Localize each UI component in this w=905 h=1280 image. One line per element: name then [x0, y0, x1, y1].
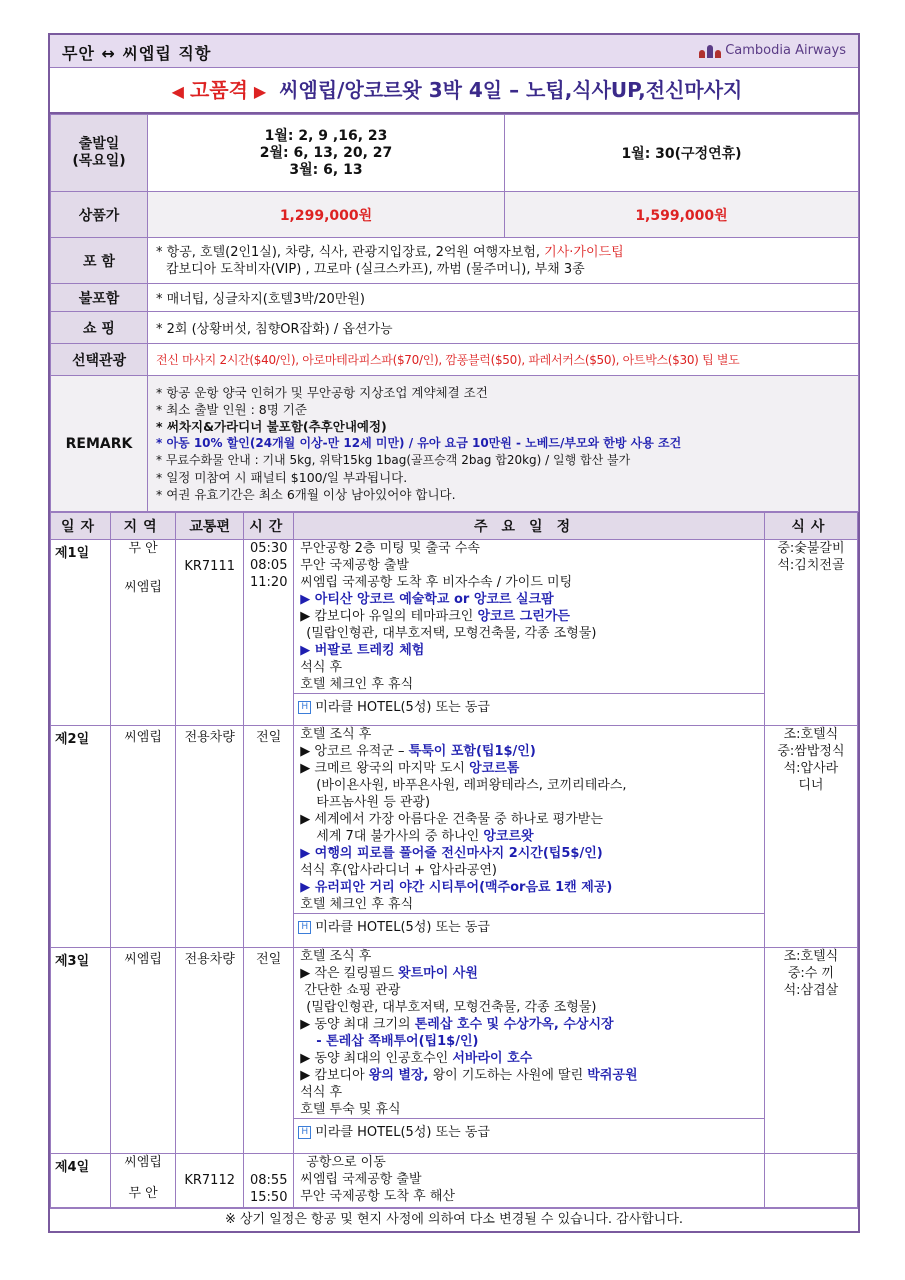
include-label: 포 함 — [51, 238, 148, 284]
day-2-transport: 전용차량 — [176, 726, 244, 948]
day-3-label: 제3일 — [51, 948, 111, 1154]
include-text: * 항공, 호텔(2인1실), 차량, 식사, 관광지입장료, 2억원 여행자보험, 기사·가이드팁 캄보디아 도착비자(VIP) , 끄로마 (실크스카프), 까범 (물주머니), 부채 3종 — [148, 238, 859, 284]
info-table — [50, 114, 859, 512]
route-header — [50, 35, 858, 68]
day-4-times: 08:55 15:50 — [244, 1154, 294, 1208]
day-1-schedule: 무안공항 2층 미팅 및 출국 수속 무안 국제공항 출발 씨엠립 국제공항 도착 후 비자수속 / 가이드 미팅 ▶ 아티산 앙코르 예술학교 or 앙코르 실크팜 ▶ 캄보디아 유일의 테마파크인 앙코르 그린가든 (밀랍인형관, 대부호저택, 모형건축물, 각종 조형물) ▶ 버팔로 트레킹 체험 석식 후 호텔 체크인 후 휴식 H 미라클 HOTEL(5성) 또는 동급 — [294, 540, 765, 726]
product-title — [50, 68, 858, 114]
day-3-meal: 조:호텔식 중:수 끼 석:삼겹살 — [764, 948, 857, 1154]
day-1-meal: 중:숯불갈비 석:김치전골 — [764, 540, 857, 726]
day-1-flight: KR7111 — [176, 540, 244, 726]
departure-dates-2: 1월: 30(구정연휴) — [505, 115, 859, 192]
day-4-region: 씨엠립 무 안 — [111, 1154, 176, 1208]
day-1-times: 05:30 08:05 11:20 — [244, 540, 294, 726]
day-1-label: 제1일 — [51, 540, 111, 726]
grade-label: 고품격 — [189, 78, 248, 102]
shopping-label: 쇼 핑 — [51, 312, 148, 344]
day-3-region: 씨엠립 — [111, 948, 176, 1154]
exclude-text: * 매너팁, 싱글차지(호텔3박/20만원) — [148, 284, 859, 312]
day-2-hotel: H 미라클 HOTEL(5성) 또는 동급 — [294, 913, 764, 937]
route-title: 무안 ↔ 씨엡립 직항 — [62, 44, 212, 63]
optional-label: 선택관광 — [51, 344, 148, 376]
day-2-region: 씨엠립 — [111, 726, 176, 948]
itinerary-table — [50, 512, 858, 1208]
price-2: 1,599,000원 — [505, 192, 859, 238]
day-3-hotel: H 미라클 HOTEL(5성) 또는 동급 — [294, 1118, 764, 1142]
title-main: 씨엠립/앙코르왓 3박 4일 – 노팁,식사UP,전신마사지 — [279, 78, 743, 102]
airline-name: Cambodia Airways — [725, 43, 846, 58]
airline-logo — [699, 43, 846, 58]
price-1: 1,299,000원 — [148, 192, 505, 238]
day-4-label: 제4일 — [51, 1154, 111, 1208]
optional-text: 전신 마사지 2시간($40/인), 아로마테라피스파($70/인), 깜퐁블럭($50), 파레서커스($50), 아트박스($30) 팁 별도 — [148, 344, 859, 376]
remark-text: * 항공 운항 양국 인허가 및 무안공항 지상조업 계약체결 조건 * 최소 출발 인원 : 8명 기준 * 써차지&가라디너 불포함(추후안내예정) * 아동 10% 할인(24개월 이상-만 12세 미만) / 유아 요금 10만원 - 노베드/부모와 한방 사용 조건 * 무료수화물 안내 : 기내 5kg, 위탁15kg 1bag(골프승객 2bag 합20kg) / 일행 합산 불가 * 일정 미참여 시 패널티 $100/일 부과됩니다. * 여권 유효기간은 최소 6개월 이상 남아있어야 합니다. — [148, 376, 859, 512]
tour-sheet — [48, 33, 860, 1233]
col-time: 시간 — [244, 513, 294, 540]
footer-note: ※ 상기 일정은 항공 및 현지 사정에 의하여 다소 변경될 수 있습니다. 감사합니다. — [50, 1208, 858, 1231]
departure-dates-1: 1월: 2, 9 ,16, 23 2월: 6, 13, 20, 27 3월: 6, 13 — [148, 115, 505, 192]
departure-label: 출발일 (목요일) — [51, 115, 148, 192]
airline-logo-icon — [699, 44, 721, 58]
exclude-label: 불포함 — [51, 284, 148, 312]
price-label: 상품가 — [51, 192, 148, 238]
col-meal: 식사 — [764, 513, 857, 540]
hotel-icon: H — [298, 1126, 311, 1139]
day-1-row — [51, 540, 858, 726]
hotel-icon: H — [298, 921, 311, 934]
day-4-meal — [764, 1154, 857, 1208]
left-triangle-icon: ◀ — [171, 82, 184, 101]
remark-label: REMARK — [51, 376, 148, 512]
day-2-schedule: 호텔 조식 후 ▶ 앙코르 유적군 – 툭툭이 포함(팁1$/인) ▶ 크메르 왕국의 마지막 도시 앙코르톰 (바이욘사원, 바푸욘사원, 레퍼왕테라스, 코끼리테라스, 타프놈사원 등 관광) ▶ 세계에서 가장 아름다운 건축물 중 하나로 평가받는 세계 7대 불가사의 중 하나인 앙코르왓 ▶ 여행의 피로를 풀어줄 전신마사지 2시간(팁5$/인) 석식 후(압사라디너 + 압사라공연) ▶ 유러피안 거리 야간 시티투어(맥주or음료 1캔 제공) 호텔 체크인 후 휴식 H 미라클 HOTEL(5성) 또는 동급 — [294, 726, 765, 948]
day-3-transport: 전용차량 — [176, 948, 244, 1154]
col-region: 지역 — [111, 513, 176, 540]
col-day: 일자 — [51, 513, 111, 540]
day-2-row — [51, 726, 858, 948]
col-schedule: 주요일정 — [294, 513, 765, 540]
day-2-label: 제2일 — [51, 726, 111, 948]
day-3-time: 전일 — [244, 948, 294, 1154]
day-1-region: 무 안 씨엠립 — [111, 540, 176, 726]
day-4-flight: KR7112 — [176, 1154, 244, 1208]
day-3-row — [51, 948, 858, 1154]
hotel-icon: H — [298, 701, 311, 714]
day-4-schedule: 공항으로 이동 씨엠립 국제공항 출발 무안 국제공항 도착 후 해산 — [294, 1154, 765, 1208]
col-transport: 교통편 — [176, 513, 244, 540]
day-2-time: 전일 — [244, 726, 294, 948]
day-2-meal: 조:호텔식 중:쌈밥정식 석:압사라 디너 — [764, 726, 857, 948]
day-1-hotel: H 미라클 HOTEL(5성) 또는 동급 — [294, 693, 764, 717]
right-triangle-icon: ▶ — [253, 82, 267, 101]
day-4-row — [51, 1154, 858, 1208]
day-3-schedule: 호텔 조식 후 ▶ 작은 킬링필드 왓트마이 사원 간단한 쇼핑 관광 (밀랍인형관, 대부호저택, 모형건축물, 각종 조형물) ▶ 동양 최대 크기의 톤레삽 호수 및 수상가옥, 수상시장 - 톤레삽 쪽배투어(팁1$/인) ▶ 동양 최대의 인공호수인 서바라이 호수 ▶ 캄보디아 왕의 별장, 왕이 기도하는 사원에 딸린 박쥐공원 석식 후 호텔 투숙 및 휴식 H 미라클 HOTEL(5성) 또는 동급 — [294, 948, 765, 1154]
shopping-text: * 2회 (상황버섯, 침향OR잡화) / 옵션가능 — [148, 312, 859, 344]
